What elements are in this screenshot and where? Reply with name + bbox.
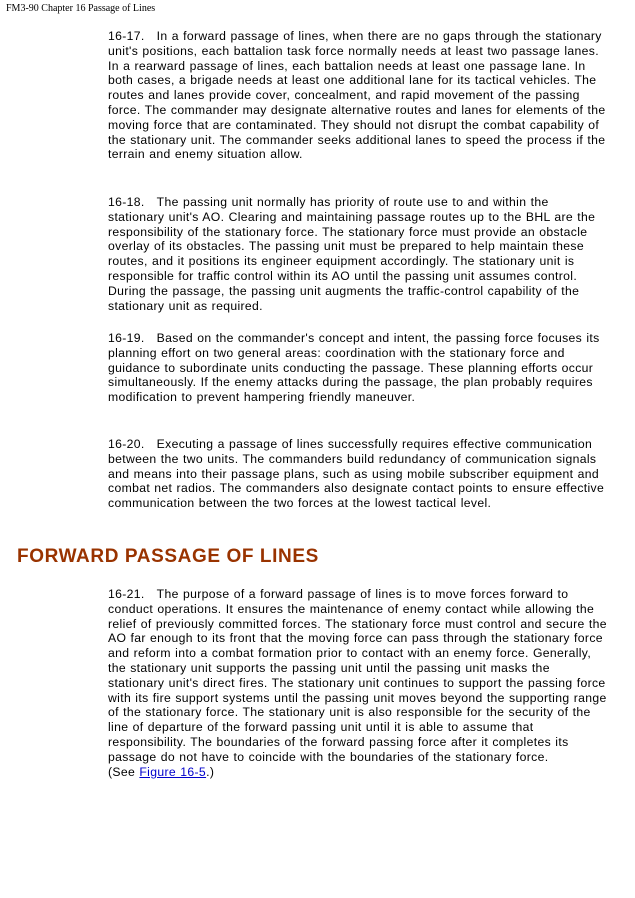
paragraph-16-20 xyxy=(108,437,608,511)
section-heading-forward-passage: FORWARD PASSAGE OF LINES xyxy=(17,546,319,567)
paragraph-number: 16-17. xyxy=(108,29,145,43)
figure-16-5-link[interactable]: Figure 16-5 xyxy=(139,764,207,779)
paragraph-number: 16-20. xyxy=(108,437,145,451)
paragraph-number: 16-18. xyxy=(108,195,145,209)
running-header: FM3-90 Chapter 16 Passage of Lines xyxy=(6,3,156,14)
paragraph-text: The passing unit normally has priority of route use to and within the stationary unit's AO. Clearing and maintaining passage routes up to the BHL are the responsibility of the stationary force. The stationary force must provide an obstacle overlay of its obstacles. The passing unit must be prepared to help maintain these routes, and it positions its engineer equipment accordingly. The stationary unit is responsible for traffic control within its AO until the passing unit assumes control. During the passage, the passing unit augments the traffic-control capability of the stationary unit as required. xyxy=(108,195,596,313)
paragraph-16-17 xyxy=(108,29,608,162)
paragraph-16-19 xyxy=(108,331,608,405)
paragraph-text: Based on the commander's concept and intent, the passing force focuses its planning effort on two general areas: coordination with the stationary force and guidance to subordinate units conducting the passage. These planning efforts occur simultaneously. If the enemy attacks during the passage, the plan probably requires modification to prevent hampering friendly maneuver. xyxy=(108,331,600,405)
paragraph-text: Executing a passage of lines successfully requires effective communication between the two units. The commanders build redundancy of communication signals and means into their passage plans, such as using mobile subscriber equipment and combat net radios. The commanders also designate contact points to ensure effective communication between the two forces at the lowest tactical level. xyxy=(108,437,605,511)
paragraph-text: In a forward passage of lines, when there are no gaps through the stationary unit's positions, each battalion task force normally needs at least two passage lanes. In a rearward passage of lines, each battalion needs at least one passage lane. In both cases, a brigade needs at least one additional lane for its tactical vehicles. The routes and lanes provide cover, concealment, and rapid movement of the passing force. The commander may designate alternative routes and lanes for elements of the moving force that are contaminated. They should not disrupt the combat capability of the stationary unit. The commander seeks additional lanes to speed the process if the terrain and enemy situation allow. xyxy=(108,29,606,162)
paragraph-number: 16-21. xyxy=(108,587,145,601)
see-reference-prefix: (See xyxy=(108,764,140,779)
paragraph-number: 16-19. xyxy=(108,331,145,345)
paragraph-16-18 xyxy=(108,195,608,313)
see-reference-suffix: .) xyxy=(206,764,215,779)
paragraph-16-21 xyxy=(108,587,608,779)
paragraph-text: The purpose of a forward passage of lines is to move forces forward to conduct operations. It ensures the maintenance of enemy contact while allowing the relief of previously committed forces. The stationary force must control and secure the AO far enough to its front that the moving force can pass through the stationary force and reform into a combat formation prior to contact with an enemy force. Generally, the stationary unit supports the passing unit until the passing unit masks the stationary unit's direct fires. The stationary unit continues to support the passing force with its fire support systems until the passing unit moves beyond the supporting range of the stationary force. The stationary unit is also responsible for the security of the line of departure of the forward passing unit until it is able to assume that responsibility. The boundaries of the forward passing force after it completes its passage do not have to coincide with the boundaries of the stationary force. xyxy=(108,587,607,764)
